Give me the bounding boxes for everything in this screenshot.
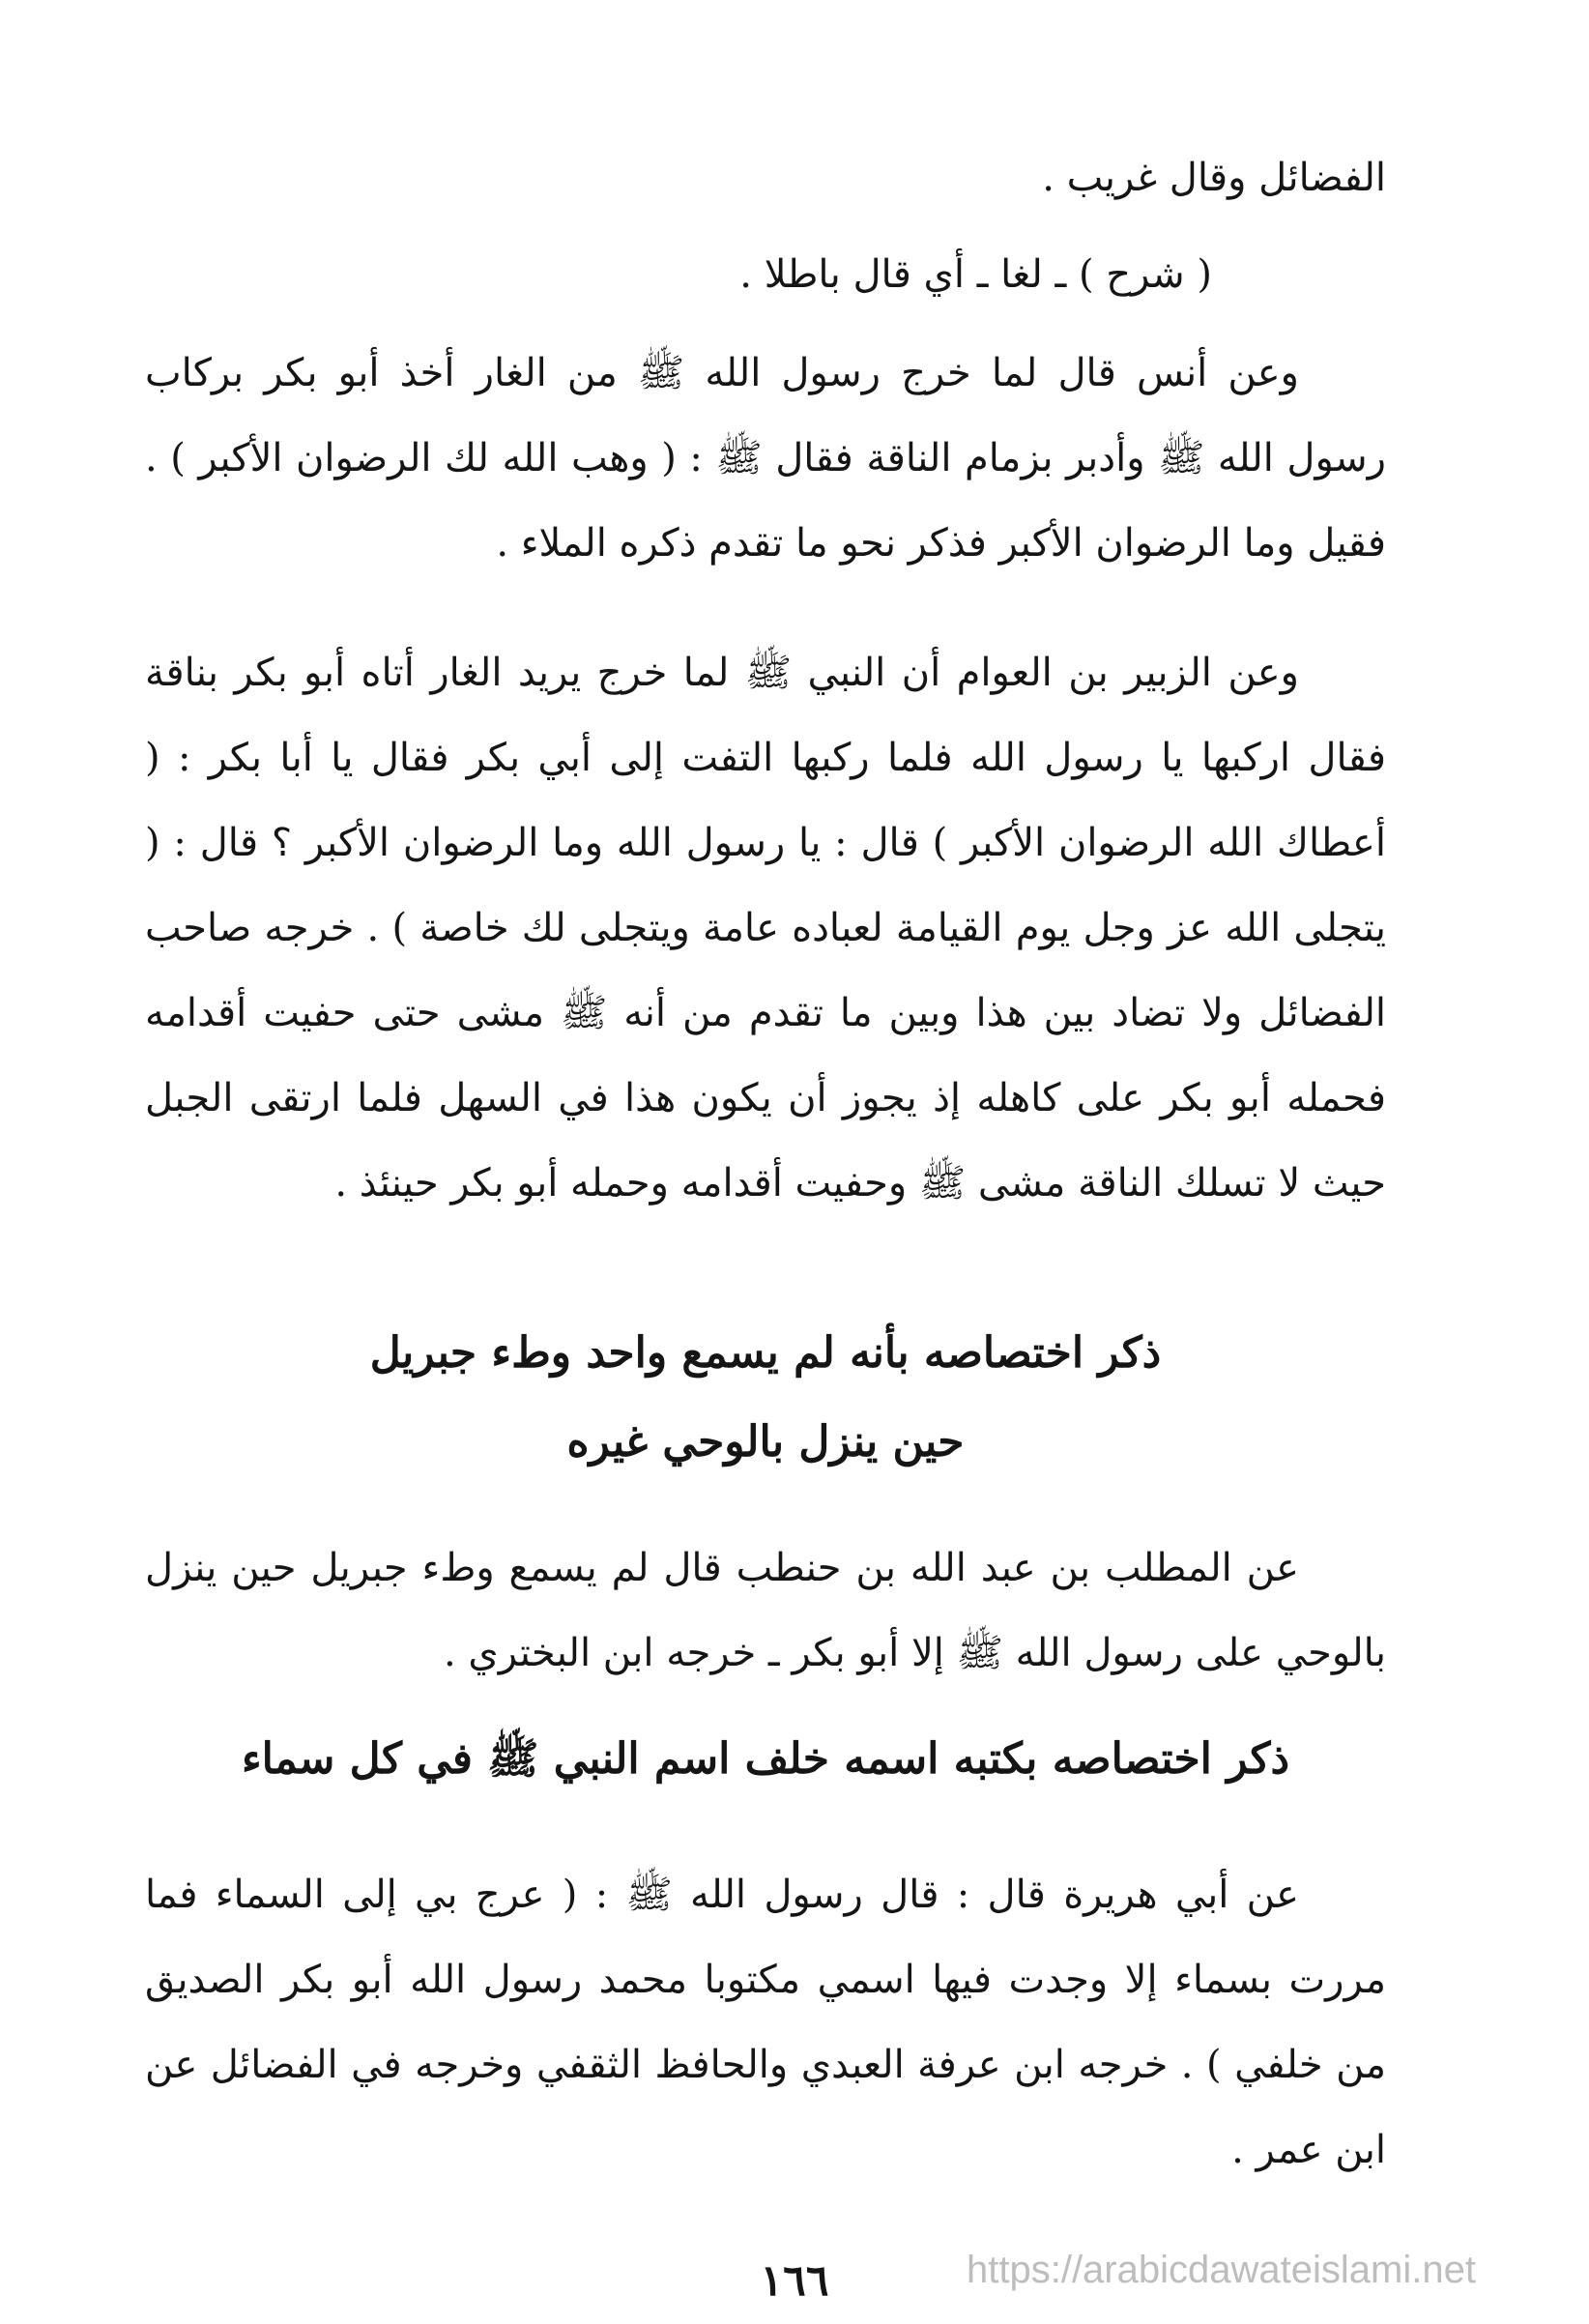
paragraph-abu-hurayra: عن أبي هريرة قال : قال رسول الله ﷺ : ( عرج بي إلى السماء فما مررت بسماء إلا وجدت فيها اسمي مكتوبا محمد رسول الله أبو بكر الصديق من خلفي ) . خرجه ابن عرفة العبدي والحافظ الثقفي وخرجه في الفضائل عن ابن عمر . bbox=[145, 1873, 1386, 2172]
section-heading-jibril bbox=[145, 1309, 1386, 1487]
section-heading-line-1: ذكر اختصاصه بأنه لم يسمع واحد وطء جبريل bbox=[369, 1328, 1162, 1378]
paragraph-anas: وعن أنس قال لما خرج رسول الله ﷺ من الغار أخذ أبو بكر بركاب رسول الله ﷺ وأدبر بزمام الناقة فقال ﷺ : ( وهب الله لك الرضوان الأكبر ) . فقيل وما الرضوان الأكبر فذكر نحو ما تقدم ذكره الملاء . bbox=[145, 351, 1386, 566]
explanation-line: ( شرح ) ـ لغا ـ أي قال باطلا . bbox=[739, 252, 1212, 297]
continuation-line: الفضائل وقال غريب . bbox=[1042, 156, 1386, 200]
page-number: ١٦٦ bbox=[760, 2256, 829, 2306]
section-heading-name-in-heaven: ذكر اختصاصه بكتبه اسمه خلف اسم النبي ﷺ في كل سماء bbox=[241, 1734, 1290, 1784]
paragraph-muttalib: عن المطلب بن عبد الله بن حنطب قال لم يسمع وطء جبريل حين ينزل بالوحي على رسول الله ﷺ إلا أبو بكر ـ خرجه ابن البختري . bbox=[145, 1546, 1386, 1675]
paragraph-zubayr: وعن الزبير بن العوام أن النبي ﷺ لما خرج يريد الغار أتاه أبو بكر بناقة فقال اركبها يا رسول الله فلما ركبها التفت إلى أبي بكر فقال يا أبا بكر : ( أعطاك الله الرضوان الأكبر ) قال : يا رسول الله وما الرضوان الأكبر ؟ قال : ( يتجلى الله عز وجل يوم القيامة لعباده عامة ويتجلى لك خاصة ) . خرجه صاحب الفضائل ولا تضاد بين هذا وبين ما تقدم من أنه ﷺ مشى حتى حفيت أقدامه فحمله أبو بكر على كاهله إذ يجوز أن يكون هذا في السهل فلما ارتقى الجبل حيث لا تسلك الناقة مشى ﷺ وحفيت أقدامه وحمله أبو بكر حينئذ . bbox=[145, 651, 1386, 1206]
section-heading-line-2: حين ينزل بالوحي غيره bbox=[566, 1417, 965, 1467]
watermark-url: https://arabicdawateislami.net bbox=[967, 2249, 1476, 2291]
